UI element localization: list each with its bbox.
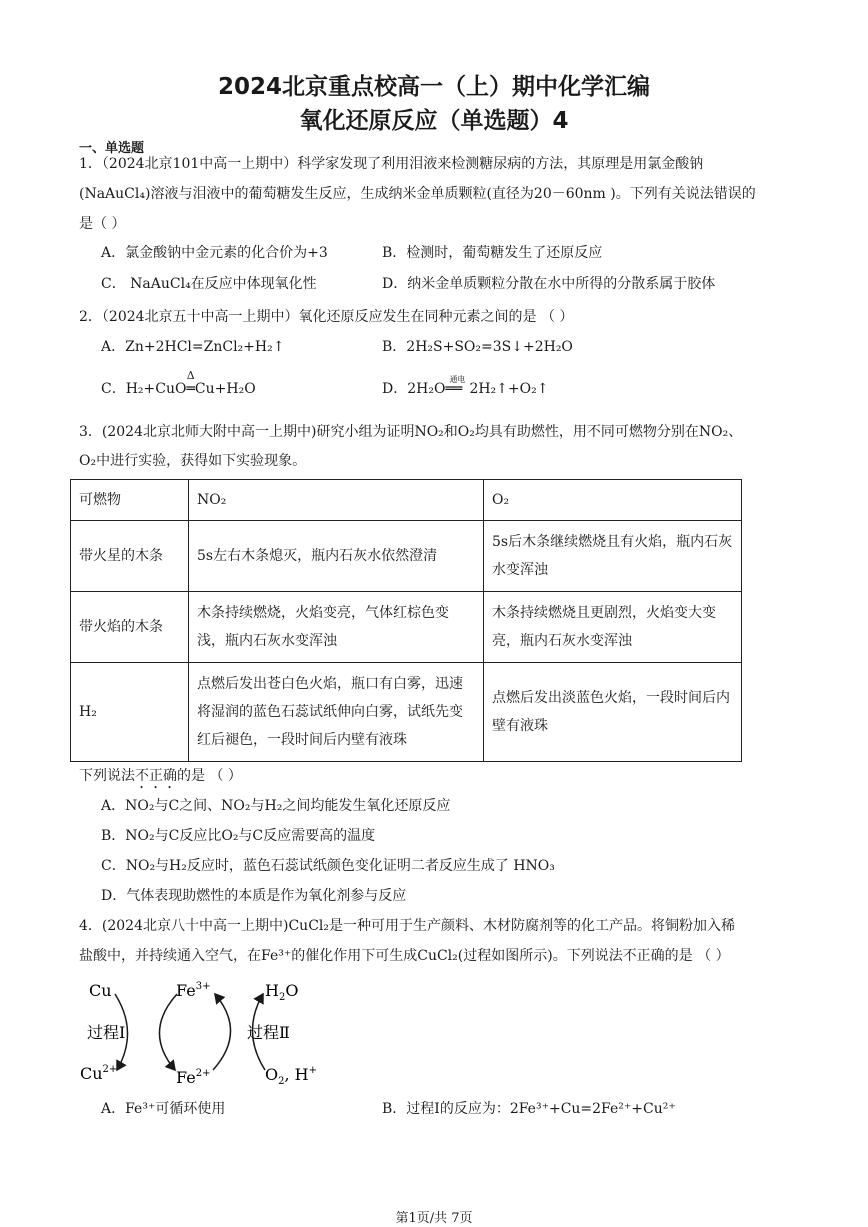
q3-line-1: 3．(2024北京北师大附中高一上期中)研究小组为证明NO₂和O₂均具有助燃性，用不同可燃物分别在NO₂、 bbox=[79, 424, 743, 440]
table-cell: 木条持续燃烧，火焰变亮，气体红棕色变浅，瓶内石灰水变浑浊 bbox=[189, 592, 484, 663]
table-header-row bbox=[71, 480, 742, 521]
header-cell-fuel: 可燃物 bbox=[71, 480, 189, 521]
copper-ion-label: $Cu^{2+}$ bbox=[80, 1064, 118, 1083]
table-cell: 点燃后发出苍白色火焰，瓶口有白雾，迅速将湿润的蓝色石蕊试纸伸向白雾，试纸先变红后褪色，一段时间后内壁有液珠 bbox=[189, 663, 484, 762]
q3-prompt-end: 的是 （ ） bbox=[177, 768, 242, 784]
page-footer: 第1页/共 7页 bbox=[395, 1211, 473, 1226]
q3-line-2: O₂中进行实验，获得如下实验现象。 bbox=[79, 453, 307, 469]
q3-prompt-emphasis: 不正确 bbox=[135, 768, 177, 784]
section-heading: 一、单选题 bbox=[79, 141, 145, 156]
header-cell-no2: NO₂ bbox=[189, 480, 484, 521]
q1-option-d: D．纳米金单质颗粒分散在水中所得的分散系属于胶体 bbox=[382, 276, 716, 292]
q3-option-b: B．NO₂与C反应比O₂与C反应需要高的温度 bbox=[101, 828, 376, 844]
table-row bbox=[71, 663, 742, 762]
process-1-label: 过程Ⅰ bbox=[87, 1023, 126, 1042]
ferric-ion-label: $Fe^{3+}$ bbox=[176, 981, 211, 1000]
process-2-label: 过程Ⅱ bbox=[247, 1023, 290, 1042]
ferrous-ion-label: $Fe^{2+}$ bbox=[176, 1068, 211, 1087]
electrolysis-condition-sign: 通电 ══ bbox=[445, 379, 469, 399]
heat-condition-sign: Δ ═ bbox=[186, 379, 194, 399]
water-label: $H_2O$ bbox=[265, 981, 299, 1003]
q3-option-d: D．气体表现助燃性的本质是作为氧化剂参与反应 bbox=[101, 888, 407, 904]
q1-line-3: 是（ ） bbox=[79, 216, 126, 232]
electrolysis-label: 通电 bbox=[449, 375, 466, 384]
q3-prompt-start: 下列说法 bbox=[79, 768, 135, 784]
q1-option-b: B．检测时，葡萄糖发生了还原反应 bbox=[382, 245, 603, 261]
table-row bbox=[71, 592, 742, 663]
experiment-table bbox=[70, 479, 742, 762]
document-title: 2024北京重点校高一（上）期中化学汇编 bbox=[217, 74, 650, 100]
q1-line-1: 1．（2024北京101中高一上期中）科学家发现了利用泪液来检测糖尿病的方法，其原理是用氯金酸钠 bbox=[79, 156, 704, 172]
q1-line-2: (NaAuCl₄)溶液与泪液中的葡萄糖发生反应，生成纳米金单质颗粒(直径为20－60nm )。下列有关说法错误的 bbox=[79, 186, 756, 202]
oxygen-proton-label: $O_2$, H+ bbox=[265, 1065, 318, 1087]
table-row bbox=[71, 521, 742, 592]
q4-option-b: B．过程Ⅰ的反应为：2Fe³⁺+Cu=2Fe²⁺+Cu²⁺ bbox=[382, 1101, 676, 1117]
table-cell: 5s后木条继续燃烧且有火焰，瓶内石灰水变浑浊 bbox=[484, 521, 742, 592]
q2-option-b: B．2H₂S+SO₂=3S↓+2H₂O bbox=[382, 339, 573, 355]
document-subtitle: 氧化还原反应（单选题）4 bbox=[299, 108, 569, 134]
table-cell: 点燃后发出淡蓝色火焰，一段时间后内壁有液珠 bbox=[484, 663, 742, 762]
q3-option-c: C．NO₂与H₂反应时，蓝色石蕊试纸颜色变化证明二者反应生成了 HNO₃ bbox=[101, 858, 555, 874]
heat-symbol: Δ bbox=[186, 369, 195, 382]
q2-option-d bbox=[382, 375, 549, 399]
header-cell-o2: O₂ bbox=[484, 480, 742, 521]
q2-option-a: A．Zn+2HCl=ZnCl₂+H₂↑ bbox=[101, 339, 285, 355]
q2-option-c-reactants: C．H₂+CuO bbox=[101, 381, 187, 397]
q2-stem: 2．（2024北京五十中高一上期中）氧化还原反应发生在同种元素之间的是 （ ） bbox=[79, 309, 574, 325]
process2-left-arrow bbox=[213, 994, 231, 1070]
table-cell: 木条持续燃烧且更剧烈，火焰变大变亮，瓶内石灰水变浑浊 bbox=[484, 592, 742, 663]
q1-option-c: C． NaAuCl₄在反应中体现氧化性 bbox=[101, 276, 317, 292]
q4-option-a: A．Fe³⁺可循环使用 bbox=[101, 1101, 226, 1117]
copper-label: Cu bbox=[89, 981, 112, 1000]
table-cell: H₂ bbox=[71, 663, 189, 762]
q2-option-c bbox=[101, 369, 256, 399]
table-cell: 5s左右木条熄灭，瓶内石灰水依然澄清 bbox=[189, 521, 484, 592]
q4-line-2: 盐酸中，并持续通入空气，在Fe³⁺的催化作用下可生成CuCl₂(过程如图所示)。下列说法不正确的是 （ ） bbox=[79, 948, 730, 964]
q2-option-d-products: 2H₂↑+O₂↑ bbox=[469, 381, 549, 397]
process1-right-arrow bbox=[159, 994, 177, 1070]
table-cell: 带火星的木条 bbox=[71, 521, 189, 592]
q1-option-a: A．氯金酸钠中金元素的化合价为+3 bbox=[101, 245, 328, 261]
q3-prompt bbox=[79, 766, 242, 792]
q3-option-a: A．NO₂与C之间、NO₂与H₂之间均能发生氧化还原反应 bbox=[101, 798, 451, 814]
q4-line-1: 4．(2024北京八十中高一上期中)CuCl₂是一种可用于生产颜料、木材防腐剂等的化工产品。将铜粉加入稀 bbox=[79, 918, 735, 934]
catalytic-cycle-diagram bbox=[75, 972, 335, 1092]
q2-option-d-reactants: D．2H₂O bbox=[382, 381, 446, 397]
q2-option-c-products: Cu+H₂O bbox=[194, 381, 256, 397]
table-cell: 带火焰的木条 bbox=[71, 592, 189, 663]
